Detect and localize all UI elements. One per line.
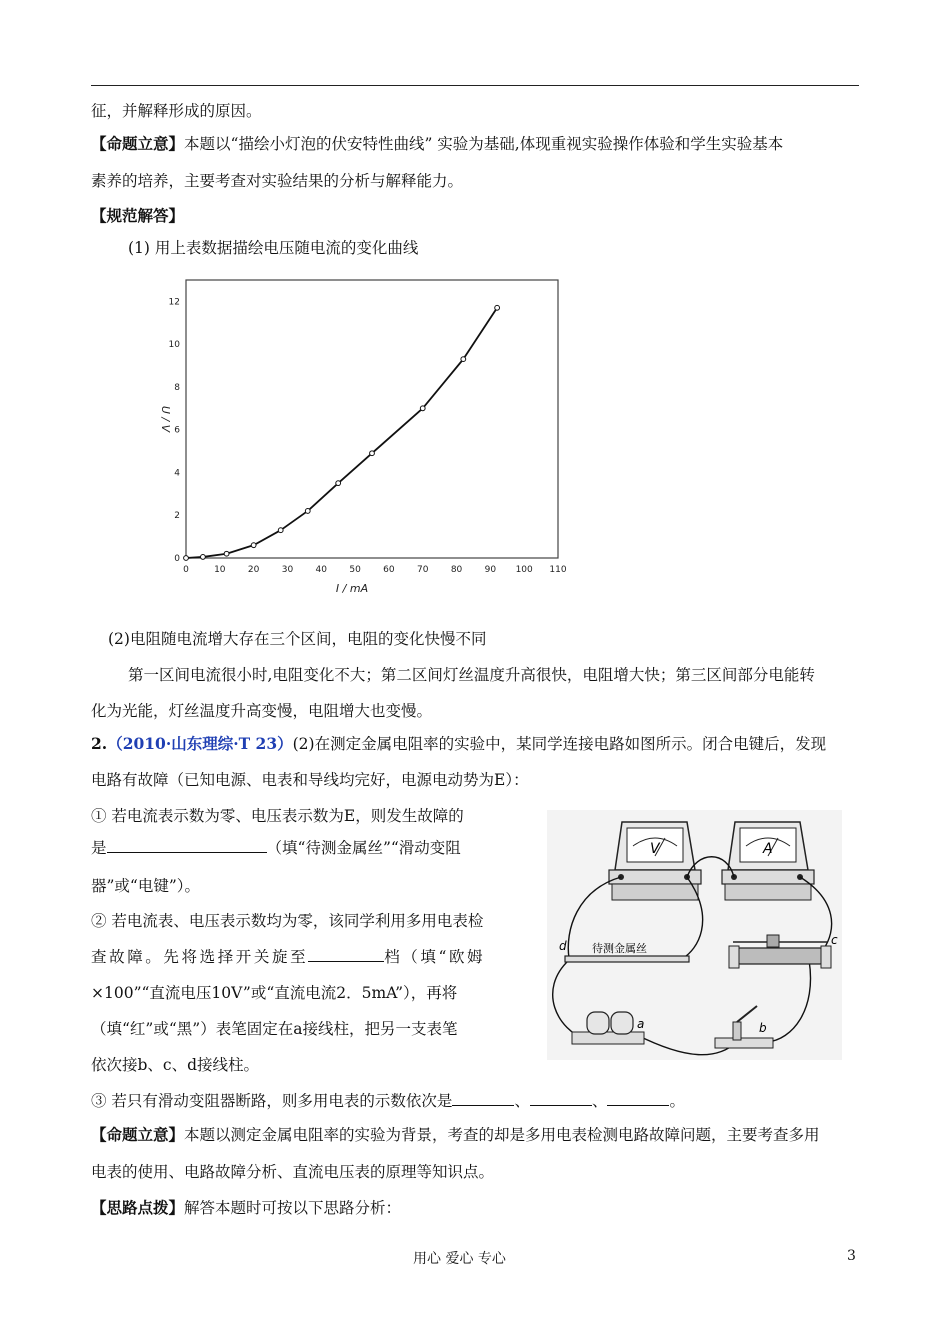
y-tick-label: 12	[168, 297, 180, 308]
y-tick-label: 8	[174, 382, 180, 393]
answer-blank-2[interactable]	[308, 947, 384, 962]
text-line-19	[91, 1090, 685, 1112]
x-tick-label: 20	[247, 565, 260, 575]
question-2-line	[91, 733, 826, 755]
circuit-diagram	[547, 810, 842, 1060]
x-tick-label: 10	[214, 565, 226, 575]
x-axis-label: I / mA	[335, 582, 369, 595]
answer-blank-4[interactable]	[530, 1091, 592, 1106]
x-tick-label: 60	[383, 565, 395, 575]
x-tick-label: 40	[315, 565, 327, 575]
terminal-a-label: a	[637, 1017, 645, 1031]
voltage-current-chart	[148, 268, 568, 608]
text-line-15	[91, 946, 485, 968]
text-line-20	[91, 1124, 820, 1146]
x-tick-label: 80	[450, 565, 463, 575]
y-tick-label: 2	[174, 511, 180, 522]
answer-blank-5[interactable]	[607, 1091, 669, 1106]
paragraph-text: 本题以“描绘小灯泡的伏安特性曲线” 实验为基础,体现重视实验操作体验和学生实验基本	[184, 135, 784, 153]
voltmeter-label: V	[650, 841, 660, 857]
section-tag: 【命题立意】	[91, 134, 185, 153]
text-line-22	[91, 1197, 401, 1219]
header-rule	[91, 85, 859, 86]
y-tick-label: 6	[174, 425, 180, 436]
x-tick-label: 70	[417, 565, 429, 575]
answer-blank-3[interactable]	[452, 1091, 514, 1106]
question-source: （2010·山东理综·T 23）	[107, 734, 293, 753]
y-axis-label: U / V	[159, 405, 172, 433]
paragraph-text: 本题以测定金属电阻率的实验为背景，考查的却是多用电表检测电路故障问题，主要考查多用	[184, 1126, 820, 1144]
fill-suffix: 档（填“欧姆	[384, 948, 486, 966]
answer-blank-1[interactable]	[107, 838, 267, 853]
question-text: (2)在测定金属电阻率的实验中，某同学连接电路如图所示。闭合电键后，发现	[292, 735, 827, 753]
plot-frame	[186, 280, 558, 558]
x-tick-label: 30	[281, 565, 294, 575]
section-heading: 【规范解答】	[91, 206, 185, 225]
data-point	[461, 357, 466, 362]
metal-wire-label: 待测金属丝	[592, 942, 647, 955]
text-line-13: 器”或“电键”）。	[91, 877, 201, 895]
paragraph-text: 解答本题时可按以下思路分析：	[184, 1199, 402, 1217]
y-tick-label: 4	[174, 468, 180, 479]
separator: 、	[514, 1092, 530, 1110]
text-line-18: 依次接b、c、d接线柱。	[91, 1056, 260, 1074]
data-point	[224, 551, 229, 556]
text-line-2	[91, 133, 783, 155]
fill-prefix: ③ 若只有滑动变阻器断路，则多用电表的示数依次是	[91, 1092, 453, 1110]
section-tag: 【思路点拨】	[91, 1198, 185, 1217]
fill-suffix: （填“待测金属丝”“滑动变阻	[266, 839, 461, 857]
page-number: 3	[847, 1248, 856, 1264]
data-point	[336, 481, 341, 486]
data-point	[495, 305, 500, 310]
chart-axes	[186, 280, 558, 558]
terminal-b-label: b	[759, 1021, 767, 1035]
data-point	[370, 451, 375, 456]
data-point	[305, 509, 310, 514]
ammeter	[722, 822, 814, 900]
footer-motto: 用心 爱心 专心	[413, 1251, 506, 1267]
question-number: 2.	[91, 734, 108, 753]
voltmeter	[609, 822, 701, 900]
x-tick-label: 110	[549, 565, 567, 575]
text-line-10: 电路有故障（已知电源、电表和导线均完好，电源电动势为E）：	[91, 771, 529, 789]
x-tick-label: 90	[484, 565, 497, 575]
x-tick-label: 50	[349, 565, 361, 575]
y-tick-label: 10	[168, 340, 180, 351]
text-line-11: ① 若电流表示数为零、电压表示数为E，则发生故障的	[91, 807, 464, 825]
text-line-17: （填“红”或“黑”）表笔固定在a接线柱，把另一支表笔	[91, 1020, 458, 1038]
data-point	[184, 556, 189, 561]
text-line-1: 征，并解释形成的原因。	[91, 102, 262, 120]
x-tick-label: 100	[515, 565, 533, 575]
text-line-21: 电表的使用、电路故障分析、直流电压表的原理等知识点。	[91, 1163, 495, 1181]
fill-prefix: 查故障。先将选择开关旋至	[91, 948, 309, 966]
terminal-d-label: d	[559, 939, 567, 953]
text-line-12	[91, 837, 461, 859]
data-point	[251, 543, 256, 548]
section-tag: 【命题立意】	[91, 1125, 185, 1144]
data-point	[201, 555, 206, 560]
chart-caption: (1) 用上表数据描绘电压随电流的变化曲线	[128, 239, 419, 257]
terminal-c-label: c	[831, 933, 838, 947]
text-line-6: (2)电阻随电流增大存在三个区间，电阻的变化快慢不同	[108, 630, 487, 648]
text-line-8: 化为光能，灯丝温度升高变慢，电阻增大也变慢。	[91, 702, 433, 720]
period: 。	[669, 1092, 685, 1110]
data-point	[278, 528, 283, 533]
ammeter-label: A	[763, 841, 773, 857]
text-line-14: ② 若电流表、电压表示数均为零，该同学利用多用电表检	[91, 912, 484, 930]
x-tick-label: 0	[183, 565, 189, 575]
data-point	[420, 406, 425, 411]
text-line-16: ×100”“直流电压10V”或“直流电流2．5mA”），再将	[91, 984, 458, 1002]
text-line-7: 第一区间电流很小时,电阻变化不大；第二区间灯丝温度升高很快，电阻增大快；第三区间部分电能转	[128, 666, 815, 684]
separator: 、	[591, 1092, 608, 1110]
y-tick-label: 0	[174, 554, 180, 564]
text-line-3: 素养的培养，主要考查对实验结果的分析与解释能力。	[91, 172, 464, 190]
fill-prefix: 是	[91, 839, 107, 857]
